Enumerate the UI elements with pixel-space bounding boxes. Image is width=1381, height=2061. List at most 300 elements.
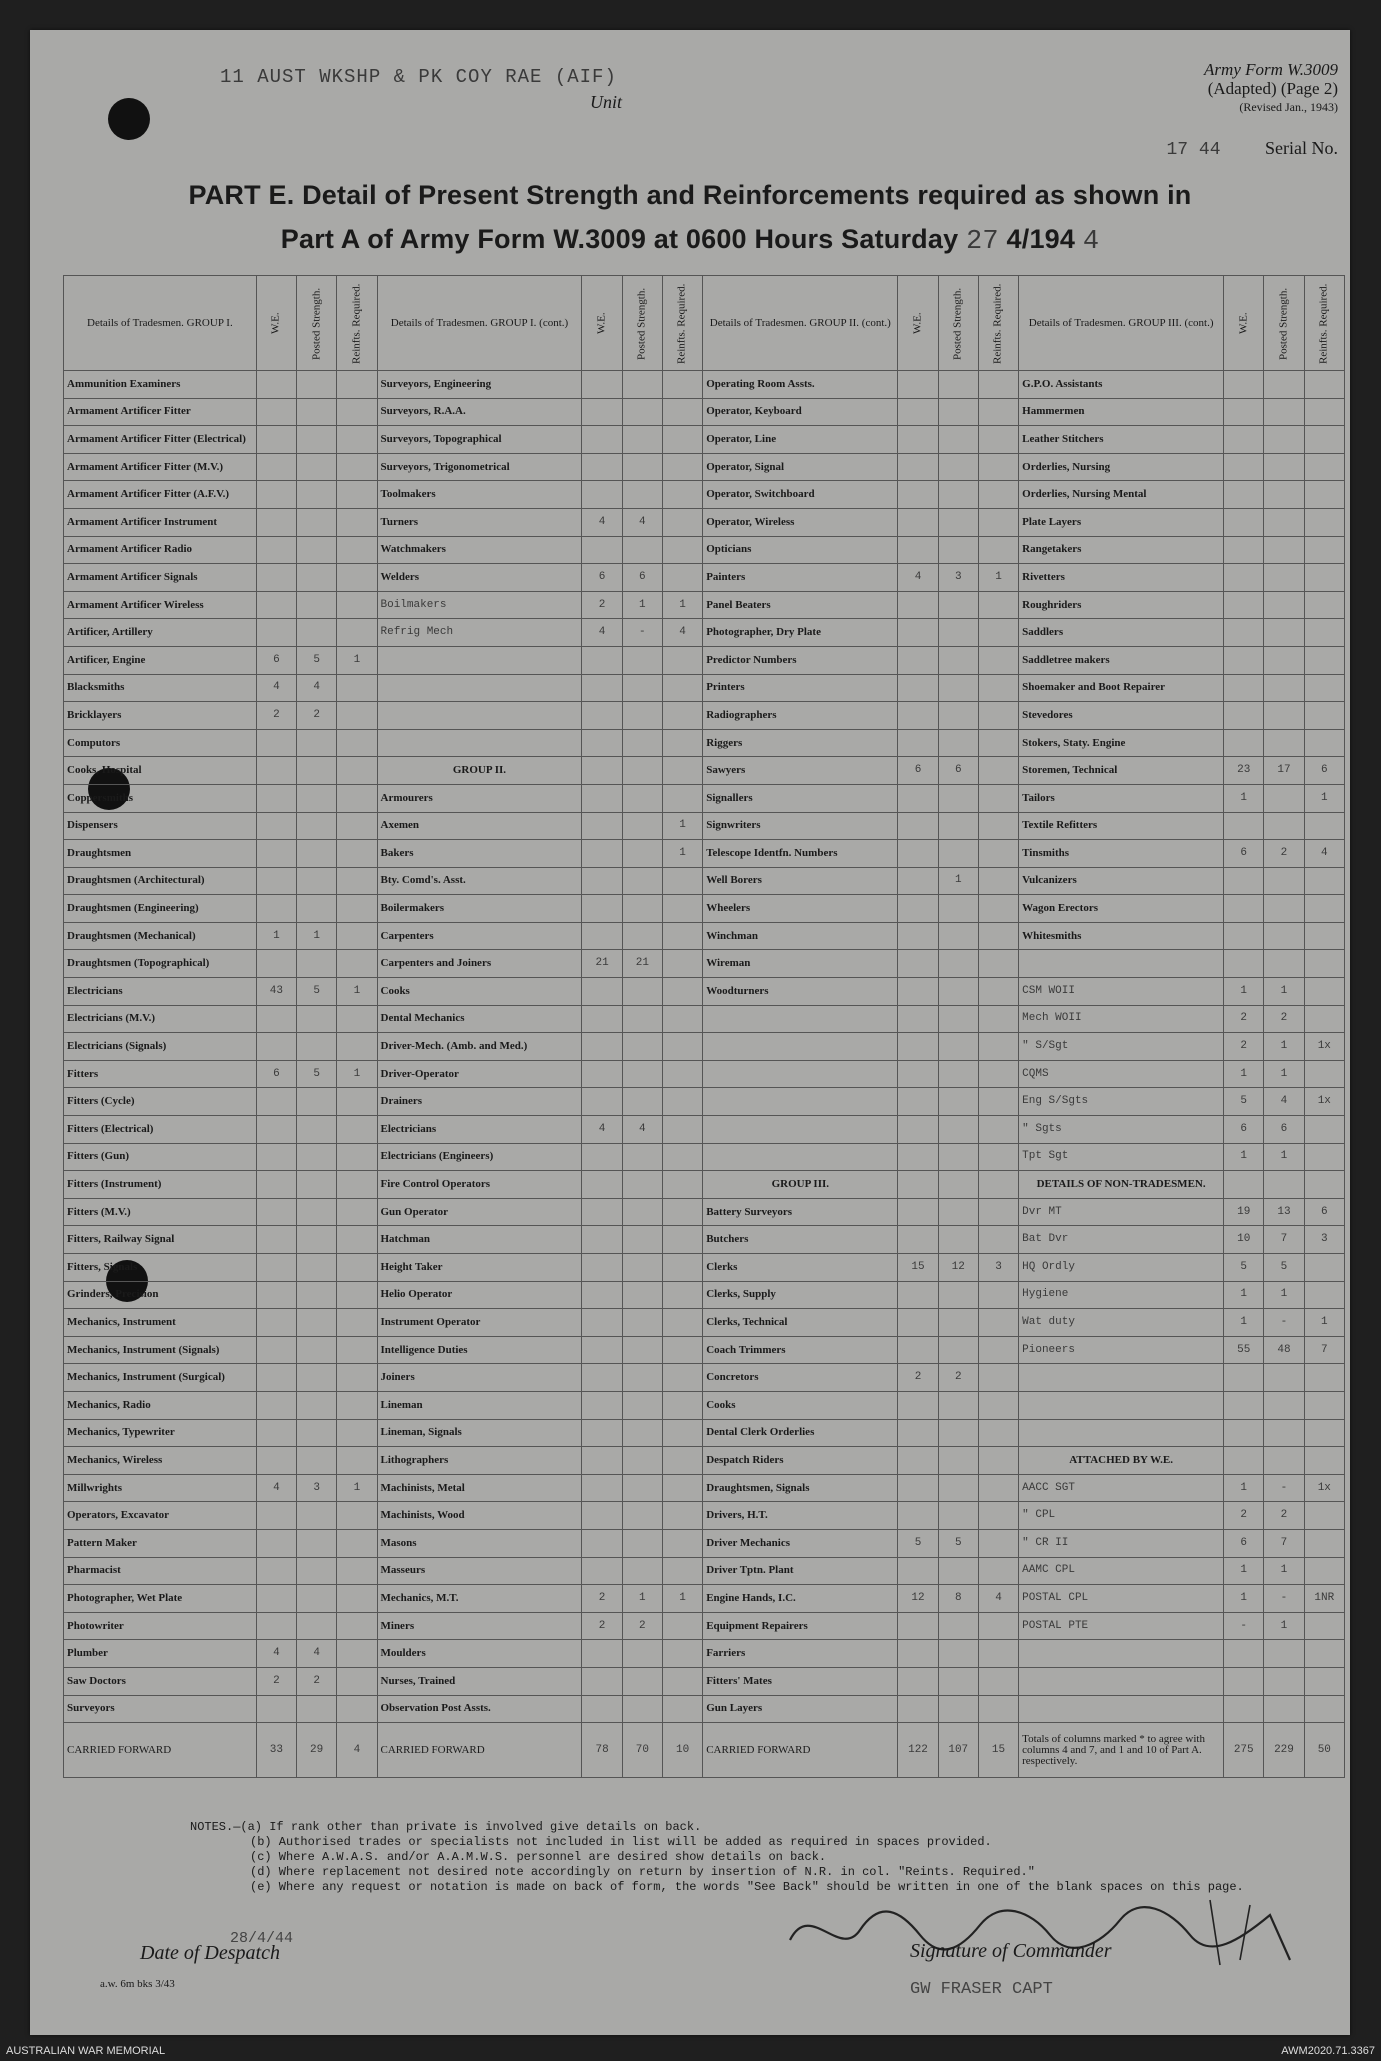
trade-name: Toolmakers	[377, 481, 582, 509]
table-row	[64, 426, 1345, 454]
posted-value: 1	[938, 867, 978, 895]
we-value: 2	[1224, 1005, 1264, 1033]
trade-name: Dental Mechanics	[377, 1005, 582, 1033]
trade-name: Printers	[703, 674, 898, 702]
reinfs-value	[978, 1171, 1018, 1199]
reinfs-value	[662, 1116, 702, 1144]
trade-name: Plate Layers	[1019, 508, 1224, 536]
form-adapted: (Adapted) (Page 2)	[1207, 79, 1338, 98]
reinfs-value	[662, 1667, 702, 1695]
reinfs-value	[978, 895, 1018, 923]
trade-name	[377, 646, 582, 674]
posted-value	[938, 1281, 978, 1309]
reinfs-value	[337, 1309, 377, 1337]
title-line-2	[30, 224, 1350, 257]
reinfs-value	[337, 895, 377, 923]
we-value	[582, 1667, 622, 1695]
we-value	[256, 564, 296, 592]
cf-g1c-posted: 70	[622, 1723, 662, 1778]
posted-value: 1	[1264, 1033, 1304, 1061]
trade-name: Dispensers	[64, 812, 257, 840]
we-value	[256, 371, 296, 399]
posted-value	[938, 1033, 978, 1061]
posted-value	[1264, 1171, 1304, 1199]
we-value: 1	[1224, 1585, 1264, 1613]
trade-name: Fitters (Instrument)	[64, 1171, 257, 1199]
we-value	[582, 674, 622, 702]
we-value: 1	[1224, 978, 1264, 1006]
trade-name: Cooks	[703, 1391, 898, 1419]
reinfs-value	[662, 536, 702, 564]
we-value: 2	[582, 1585, 622, 1613]
posted-value	[938, 1336, 978, 1364]
reinfs-value	[662, 1226, 702, 1254]
we-value	[582, 1391, 622, 1419]
reinfs-value	[978, 536, 1018, 564]
note-line: (e) Where any request or notation is made on back of form, the words "See Back" should be written in one of the blank spaces on this page.	[250, 1880, 1244, 1894]
trade-name: Lineman, Signals	[377, 1419, 582, 1447]
we-value: 19	[1224, 1198, 1264, 1226]
we-value	[256, 508, 296, 536]
we-value	[1224, 619, 1264, 647]
posted-value	[297, 1419, 337, 1447]
we-value	[898, 1171, 938, 1199]
trade-name: Drainers	[377, 1088, 582, 1116]
reinfs-value: 6	[1304, 757, 1344, 785]
reinfs-value	[337, 1557, 377, 1585]
posted-value	[622, 702, 662, 730]
trade-name: Draughtsmen, Signals	[703, 1474, 898, 1502]
punch-hole-top	[108, 98, 150, 140]
trade-name: Cooks	[377, 978, 582, 1006]
posted-value	[938, 1171, 978, 1199]
reinfs-value	[978, 1612, 1018, 1640]
reinfs-value	[337, 1116, 377, 1144]
trade-name	[1019, 1640, 1224, 1668]
we-value	[898, 1667, 938, 1695]
trade-name: Clerks	[703, 1254, 898, 1282]
cf-g3c-posted: 229	[1264, 1723, 1304, 1778]
we-value	[898, 1309, 938, 1337]
we-value	[582, 1171, 622, 1199]
reinfs-value	[1304, 1143, 1344, 1171]
we-value	[898, 1033, 938, 1061]
posted-value	[622, 729, 662, 757]
we-value: 6	[582, 564, 622, 592]
table-row	[64, 1116, 1345, 1144]
form-revised: (Revised Jan., 1943)	[1239, 100, 1338, 114]
we-value	[898, 1447, 938, 1475]
reinfs-value	[978, 950, 1018, 978]
trade-name: Surveyors, Topographical	[377, 426, 582, 454]
we-value	[1224, 1391, 1264, 1419]
posted-value	[938, 426, 978, 454]
reinfs-value	[978, 922, 1018, 950]
we-value	[1224, 950, 1264, 978]
table-row	[64, 1502, 1345, 1530]
we-value	[582, 1254, 622, 1282]
reinfs-value	[337, 1143, 377, 1171]
posted-value	[1264, 453, 1304, 481]
posted-value	[297, 1309, 337, 1337]
trade-name	[703, 1060, 898, 1088]
notes-block	[190, 1820, 1244, 1895]
reinfs-value: 1	[662, 1585, 702, 1613]
table-row	[64, 1336, 1345, 1364]
we-value: 21	[582, 950, 622, 978]
posted-value	[297, 619, 337, 647]
reinfs-value	[337, 1364, 377, 1392]
trade-name: Millwrights	[64, 1474, 257, 1502]
reinfs-value	[1304, 1281, 1344, 1309]
posted-value	[297, 481, 337, 509]
table-row	[64, 784, 1345, 812]
we-value: 6	[898, 757, 938, 785]
trade-name: Turners	[377, 508, 582, 536]
reinfs-value	[1304, 1171, 1344, 1199]
we-value	[582, 1419, 622, 1447]
header-reinfs: Reinfts. Required.	[978, 276, 1018, 371]
note-line: (d) Where replacement not desired note accordingly on return by insertion of N.R. in col. "Reints. Required."	[250, 1865, 1035, 1879]
trade-name	[1019, 1667, 1224, 1695]
posted-value	[622, 757, 662, 785]
we-value: 1	[1224, 1474, 1264, 1502]
trade-name: Mechanics, Wireless	[64, 1447, 257, 1475]
trade-name: Operator, Signal	[703, 453, 898, 481]
cf-g2c-we: 122	[898, 1723, 938, 1778]
trade-name: Carpenters and Joiners	[377, 950, 582, 978]
reinfs-value	[978, 508, 1018, 536]
trade-name: Armament Artificer Instrument	[64, 508, 257, 536]
table-row	[64, 1695, 1345, 1723]
we-value: 43	[256, 978, 296, 1006]
we-value	[1224, 729, 1264, 757]
reinfs-value	[978, 1336, 1018, 1364]
we-value: 4	[256, 1640, 296, 1668]
we-value	[898, 950, 938, 978]
reinfs-value	[662, 1529, 702, 1557]
trade-name: Draughtsmen (Mechanical)	[64, 922, 257, 950]
we-value	[582, 1474, 622, 1502]
we-value: 4	[256, 674, 296, 702]
trade-name: Gun Operator	[377, 1198, 582, 1226]
trade-name: Electricians (M.V.)	[64, 1005, 257, 1033]
posted-value: 6	[938, 757, 978, 785]
we-value	[582, 536, 622, 564]
we-value	[582, 702, 622, 730]
trade-name: Signwriters	[703, 812, 898, 840]
trade-name: Bat Dvr	[1019, 1226, 1224, 1254]
trade-name: Vulcanizers	[1019, 867, 1224, 895]
trade-name: Electricians (Engineers)	[377, 1143, 582, 1171]
posted-value: 2	[297, 702, 337, 730]
archive-name: AUSTRALIAN WAR MEMORIAL	[6, 2045, 166, 2057]
reinfs-value	[978, 1529, 1018, 1557]
reinfs-value	[1304, 508, 1344, 536]
reinfs-value	[978, 646, 1018, 674]
posted-value	[297, 1529, 337, 1557]
posted-value	[1264, 564, 1304, 592]
we-value	[898, 1060, 938, 1088]
we-value	[582, 1502, 622, 1530]
trade-name: Opticians	[703, 536, 898, 564]
we-value	[898, 1088, 938, 1116]
posted-value	[297, 1116, 337, 1144]
we-value	[1224, 1364, 1264, 1392]
we-value	[898, 729, 938, 757]
trade-name: Masons	[377, 1529, 582, 1557]
we-value	[898, 591, 938, 619]
reinfs-value: 3	[1304, 1226, 1344, 1254]
we-value	[1224, 371, 1264, 399]
trade-name: Artificer, Engine	[64, 646, 257, 674]
we-value	[256, 1171, 296, 1199]
reinfs-value	[1304, 1667, 1344, 1695]
posted-value	[938, 729, 978, 757]
we-value: 2	[582, 1612, 622, 1640]
posted-value: 4	[1264, 1088, 1304, 1116]
posted-value	[297, 1226, 337, 1254]
we-value	[1224, 481, 1264, 509]
trade-name: POSTAL PTE	[1019, 1612, 1224, 1640]
reinfs-value	[337, 1612, 377, 1640]
table-row	[64, 619, 1345, 647]
reinfs-value	[978, 453, 1018, 481]
reinfs-value	[337, 1281, 377, 1309]
reinfs-value: 1NR	[1304, 1585, 1344, 1613]
posted-value	[938, 398, 978, 426]
trade-name: Boilermakers	[377, 895, 582, 923]
posted-value	[1264, 398, 1304, 426]
trade-name: Surveyors	[64, 1695, 257, 1723]
we-value	[582, 784, 622, 812]
reinfs-value	[662, 426, 702, 454]
reinfs-value	[662, 1364, 702, 1392]
table-row	[64, 1667, 1345, 1695]
trade-name: Tpt Sgt	[1019, 1143, 1224, 1171]
reinfs-value	[337, 1033, 377, 1061]
trade-name: Lineman	[377, 1391, 582, 1419]
cf-g1-reinfs: 4	[337, 1723, 377, 1778]
reinfs-value	[978, 1557, 1018, 1585]
trade-name: Cooks, Hospital	[64, 757, 257, 785]
we-value	[1224, 646, 1264, 674]
trade-name: Hatchman	[377, 1226, 582, 1254]
we-value	[256, 481, 296, 509]
reinfs-value	[337, 371, 377, 399]
table-row	[64, 1585, 1345, 1613]
posted-value	[297, 564, 337, 592]
table-row	[64, 1143, 1345, 1171]
reinfs-value	[978, 1667, 1018, 1695]
we-value	[898, 1391, 938, 1419]
posted-value	[938, 702, 978, 730]
reinfs-value	[978, 1088, 1018, 1116]
we-value	[898, 674, 938, 702]
title-prefix: Part A of Army Form W.3009 at 0600 Hours Saturday	[280, 224, 959, 254]
header-we: W.E.	[898, 276, 938, 371]
posted-value	[1264, 619, 1304, 647]
trade-name: AACC SGT	[1019, 1474, 1224, 1502]
trade-name	[1019, 1364, 1224, 1392]
reinfs-value	[978, 729, 1018, 757]
reinfs-value	[1304, 591, 1344, 619]
trade-name: Fitters (Electrical)	[64, 1116, 257, 1144]
we-value	[582, 867, 622, 895]
we-value	[582, 1695, 622, 1723]
posted-value	[297, 453, 337, 481]
posted-value: 1	[622, 591, 662, 619]
table-row	[64, 674, 1345, 702]
reinfs-value	[337, 840, 377, 868]
we-value	[1224, 674, 1264, 702]
cf-g2c-posted: 107	[938, 1723, 978, 1778]
we-value: 2	[256, 702, 296, 730]
reinfs-value	[978, 1474, 1018, 1502]
trade-name: Watchmakers	[377, 536, 582, 564]
reinfs-value	[1304, 1447, 1344, 1475]
trade-name: Textile Refitters	[1019, 812, 1224, 840]
reinfs-value	[662, 1612, 702, 1640]
posted-value	[1264, 729, 1304, 757]
we-value	[256, 950, 296, 978]
posted-value	[297, 1143, 337, 1171]
we-value: 2	[256, 1667, 296, 1695]
posted-value	[622, 1364, 662, 1392]
reinfs-value	[1304, 1640, 1344, 1668]
posted-value	[1264, 1695, 1304, 1723]
we-value	[898, 426, 938, 454]
table-row	[64, 1088, 1345, 1116]
we-value	[582, 922, 622, 950]
trade-name: Draughtsmen (Topographical)	[64, 950, 257, 978]
unit-typed: 11 AUST WKSHP & PK COY RAE (AIF)	[220, 66, 617, 88]
trade-name: Pharmacist	[64, 1557, 257, 1585]
trade-name: Fitters (M.V.)	[64, 1198, 257, 1226]
trade-name: Computors	[64, 729, 257, 757]
header-we: W.E.	[582, 276, 622, 371]
table-row	[64, 1033, 1345, 1061]
reinfs-value	[1304, 1005, 1344, 1033]
reinfs-value	[337, 1391, 377, 1419]
header-posted: Posted Strength.	[1264, 276, 1304, 371]
posted-value: -	[622, 619, 662, 647]
posted-value	[938, 1557, 978, 1585]
we-value	[1224, 812, 1264, 840]
we-value: 6	[1224, 1529, 1264, 1557]
posted-value	[297, 895, 337, 923]
we-value	[582, 1364, 622, 1392]
posted-value	[938, 453, 978, 481]
posted-value	[938, 1667, 978, 1695]
trade-name	[703, 1088, 898, 1116]
trade-name: Machinists, Metal	[377, 1474, 582, 1502]
reinfs-value: 1	[337, 1474, 377, 1502]
we-value	[1224, 702, 1264, 730]
we-value	[898, 398, 938, 426]
posted-value	[1264, 1391, 1304, 1419]
reinfs-value	[662, 1640, 702, 1668]
reinfs-value	[337, 1447, 377, 1475]
reinfs-value: 6	[1304, 1198, 1344, 1226]
trade-name: Telescope Identfn. Numbers	[703, 840, 898, 868]
we-value	[1224, 398, 1264, 426]
posted-value: 8	[938, 1585, 978, 1613]
reinfs-value: 1	[662, 591, 702, 619]
we-value	[256, 426, 296, 454]
we-value	[582, 426, 622, 454]
reinfs-value	[662, 784, 702, 812]
reinfs-value	[337, 1088, 377, 1116]
we-value: 4	[256, 1474, 296, 1502]
posted-value	[938, 1612, 978, 1640]
archive-ref: AWM2020.71.3367	[1281, 2045, 1375, 2057]
reinfs-value	[662, 674, 702, 702]
reinfs-value	[1304, 867, 1344, 895]
reinfs-value	[662, 729, 702, 757]
trade-name: Coppersmiths	[64, 784, 257, 812]
reinfs-value	[1304, 426, 1344, 454]
table-row	[64, 1640, 1345, 1668]
reinfs-value: 1	[337, 646, 377, 674]
trade-name: HQ Ordly	[1019, 1254, 1224, 1282]
we-value: 6	[256, 1060, 296, 1088]
we-value	[256, 1557, 296, 1585]
trade-name: G.P.O. Assistants	[1019, 371, 1224, 399]
we-value	[256, 812, 296, 840]
we-value	[898, 1198, 938, 1226]
posted-value	[297, 1198, 337, 1226]
trade-name: Observation Post Assts.	[377, 1695, 582, 1723]
posted-value	[938, 978, 978, 1006]
reinfs-value: 4	[1304, 840, 1344, 868]
posted-value	[938, 1116, 978, 1144]
posted-value	[297, 536, 337, 564]
posted-value	[1264, 812, 1304, 840]
reinfs-value	[978, 1005, 1018, 1033]
we-value	[898, 1612, 938, 1640]
reinfs-value	[337, 398, 377, 426]
header-reinfs: Reinfts. Required.	[1304, 276, 1344, 371]
we-value	[898, 481, 938, 509]
reinfs-value	[978, 674, 1018, 702]
trade-name: Surveyors, Trigonometrical	[377, 453, 582, 481]
we-value: 1	[256, 922, 296, 950]
posted-value	[1264, 536, 1304, 564]
trade-name: Fitters (Cycle)	[64, 1088, 257, 1116]
trade-name: Orderlies, Nursing Mental	[1019, 481, 1224, 509]
we-value	[898, 536, 938, 564]
trade-name: Tinsmiths	[1019, 840, 1224, 868]
we-value	[898, 1226, 938, 1254]
trade-name: Operator, Keyboard	[703, 398, 898, 426]
trade-name: Stevedores	[1019, 702, 1224, 730]
posted-value	[297, 1171, 337, 1199]
we-value: 23	[1224, 757, 1264, 785]
trade-name: Driver Tptn. Plant	[703, 1557, 898, 1585]
we-value	[256, 1364, 296, 1392]
we-value	[1224, 536, 1264, 564]
posted-value	[622, 674, 662, 702]
reinfs-value	[978, 1447, 1018, 1475]
trade-name: POSTAL CPL	[1019, 1585, 1224, 1613]
posted-value	[938, 1695, 978, 1723]
trade-name: Plumber	[64, 1640, 257, 1668]
posted-value	[1264, 784, 1304, 812]
posted-value	[622, 1226, 662, 1254]
trade-name: Draughtsmen (Engineering)	[64, 895, 257, 923]
cf-g1c-reinfs: 10	[662, 1723, 702, 1778]
